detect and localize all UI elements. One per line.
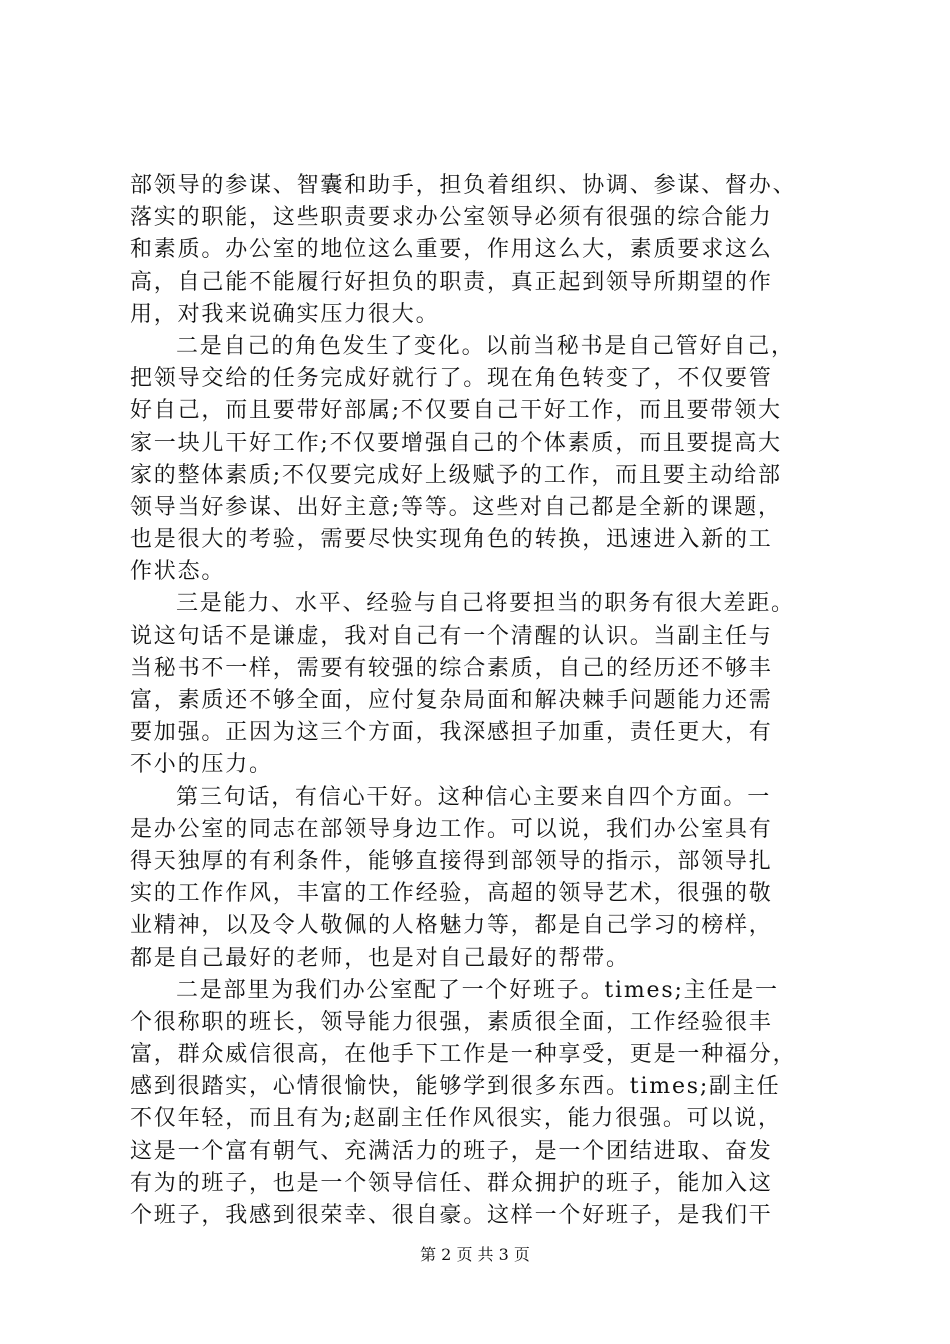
text-line: 业精神，以及令人敬佩的人格魅力等，都是自己学习的榜样， — [130, 913, 773, 939]
document-body — [130, 170, 830, 1232]
text-line: 也是很大的考验，需要尽快实现角色的转换，迅速进入新的工 — [130, 527, 773, 553]
text-line: 不仅年轻，而且有为;赵副主任作风很实，能力很强。可以说， — [130, 1106, 782, 1132]
text-line: 有为的班子，也是一个领导信任、群众拥护的班子，能加入这 — [130, 1170, 773, 1196]
text-line: 当秘书不一样，需要有较强的综合素质，自己的经历还不够丰 — [130, 655, 773, 681]
text-line: 富，素质还不够全面，应付复杂局面和解决棘手问题能力还需 — [130, 688, 773, 713]
text-line: 领导当好参谋、出好主意;等等。这些对自己都是全新的课题， — [130, 494, 782, 520]
text-line: 个班子，我感到很荣幸、很自豪。这样一个好班子，是我们干 — [130, 1203, 773, 1228]
page-footer: 第 2 页 共 3 页 — [420, 1245, 530, 1264]
text-line: 实的工作作风，丰富的工作经验，高超的领导艺术，很强的敬 — [130, 881, 773, 907]
text-line: 不小的压力。 — [130, 752, 273, 778]
text-line: 第三句话，有信心干好。这种信心主要来自四个方面。一 — [176, 784, 772, 810]
text-line: 这是一个富有朝气、充满活力的班子，是一个团结进取、奋发 — [130, 1138, 773, 1164]
text-line: 家的整体素质;不仅要完成好上级赋予的工作，而且要主动给部 — [130, 462, 782, 488]
text-line: 个很称职的班长，领导能力很强，素质很全面，工作经验很丰 — [130, 1009, 773, 1035]
text-line: 高，自己能不能履行好担负的职责，真正起到领导所期望的作 — [130, 269, 773, 295]
text-line: 家一块儿干好工作;不仅要增强自己的个体素质，而且要提高大 — [130, 430, 782, 456]
text-line: 二是自己的角色发生了变化。以前当秘书是自己管好自己， — [176, 333, 795, 359]
text-line: 富，群众威信很高，在他手下工作是一种享受，更是一种福分， — [130, 1042, 797, 1068]
text-line: 落实的职能，这些职责要求办公室领导必须有很强的综合能力 — [130, 205, 773, 231]
text-line: 说这句话不是谦虚，我对自己有一个清醒的认识。当副主任与 — [130, 623, 773, 649]
text-line: 都是自己最好的老师，也是对自己最好的帮带。 — [130, 945, 630, 971]
text-line: 好自己，而且要带好部属;不仅要自己干好工作，而且要带领大 — [130, 398, 782, 424]
text-line: 部领导的参谋、智囊和助手，担负着组织、协调、参谋、督办、 — [130, 173, 797, 198]
text-line: 感到很踏实，心情很愉快，能够学到很多东西。times;副主任 — [130, 1074, 781, 1100]
text-line: 三是能力、水平、经验与自己将要担当的职务有很大差距。 — [176, 591, 795, 617]
text-line: 得天独厚的有利条件，能够直接得到部领导的指示，部领导扎 — [130, 848, 773, 874]
text-line: 是办公室的同志在部领导身边工作。可以说，我们办公室具有 — [130, 816, 773, 842]
text-line: 和素质。办公室的地位这么重要，作用这么大，素质要求这么 — [130, 237, 773, 263]
text-line: 要加强。正因为这三个方面，我深感担子加重，责任更大，有 — [130, 720, 773, 746]
text-line: 作状态。 — [130, 559, 226, 585]
text-line: 二是部里为我们办公室配了一个好班子。times;主任是一 — [176, 977, 779, 1003]
text-line: 把领导交给的任务完成好就行了。现在角色转变了，不仅要管 — [130, 366, 773, 392]
text-line: 用，对我来说确实压力很大。 — [130, 301, 440, 327]
